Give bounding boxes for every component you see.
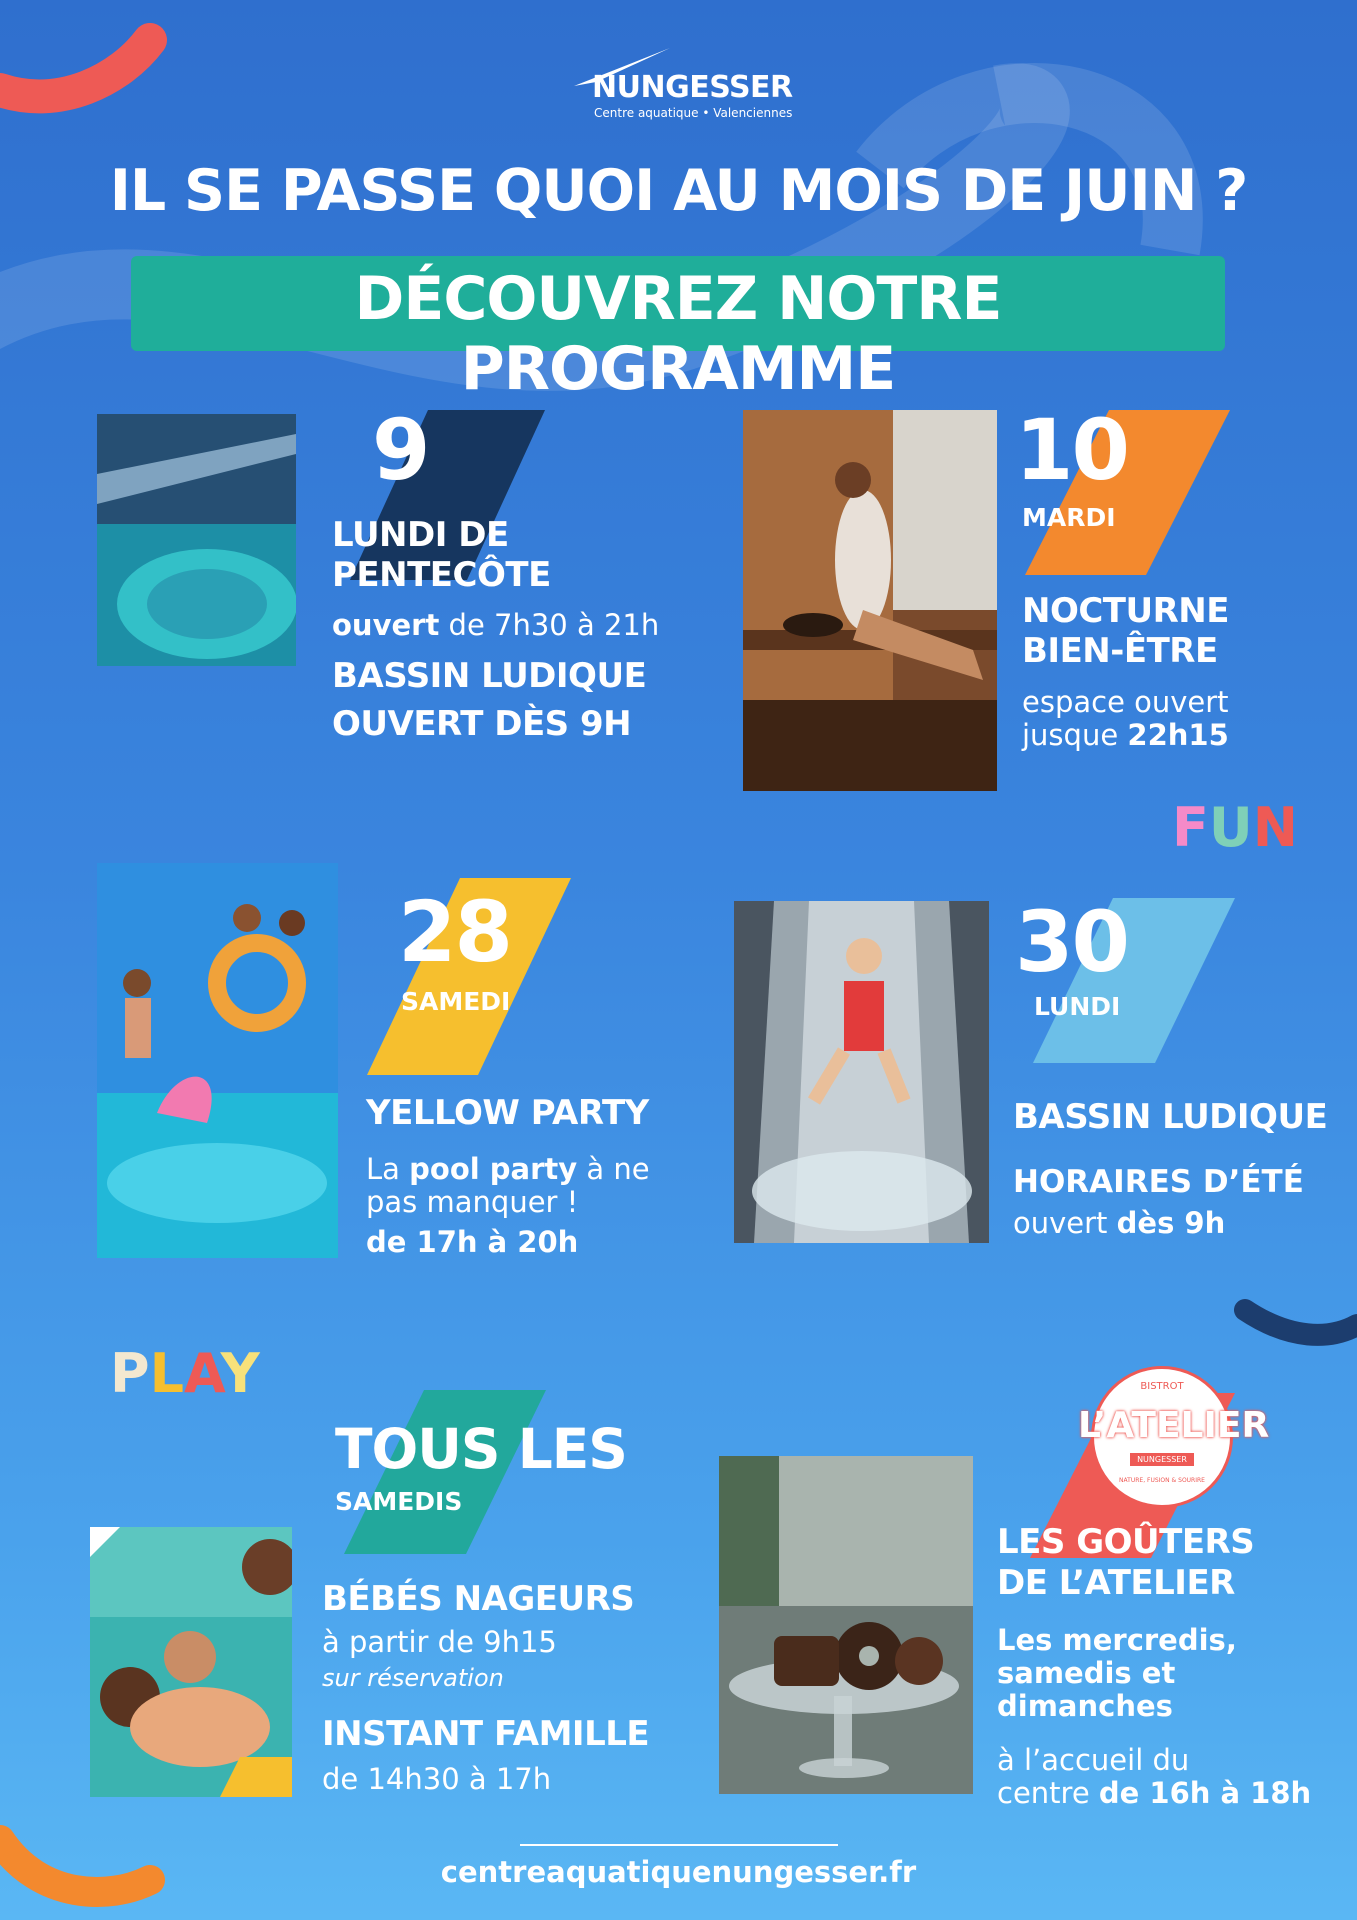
- event-30-open-bold: dès 9h: [1116, 1206, 1226, 1240]
- event-10-weekday: MARDI: [1022, 503, 1116, 532]
- event-28-desc-1: [366, 1152, 650, 1187]
- atelier-days-2: samedis et: [997, 1656, 1176, 1690]
- event-30-day-number: 30: [1015, 893, 1128, 991]
- atelier-days-3: dimanches: [997, 1689, 1173, 1723]
- event-30-open: [1013, 1206, 1225, 1241]
- event-9-hours-bold: ouvert: [332, 608, 440, 642]
- atelier-where-2-prefix: centre: [997, 1776, 1099, 1810]
- event-28-day-number: 28: [398, 883, 511, 981]
- saturdays-item-1-title: BÉBÉS NAGEURS: [322, 1579, 635, 1619]
- photo-sauna: [743, 410, 997, 791]
- saturdays-item-2-title: INSTANT FAMILLE: [322, 1714, 650, 1754]
- atelier-logo-badge: NUNGESSER: [1130, 1453, 1194, 1466]
- event-10-desc-2: [1022, 718, 1229, 753]
- fun-letter-f: F: [1172, 796, 1209, 859]
- event-9-title-1: LUNDI DE: [332, 515, 509, 555]
- event-10-desc-1: espace ouvert: [1022, 685, 1229, 719]
- footer-website-link[interactable]: centreaquatiquenungesser.fr: [440, 1855, 917, 1889]
- photo-donuts: [719, 1456, 973, 1794]
- photo-family-swim: [90, 1527, 292, 1797]
- event-10-desc-2-prefix: jusque: [1022, 718, 1128, 752]
- atelier-title-2: DE L’ATELIER: [997, 1563, 1235, 1603]
- event-9-sub-1: BASSIN LUDIQUE: [332, 656, 647, 696]
- saturdays-item-2-time: de 14h30 à 17h: [322, 1762, 552, 1796]
- photo-indoor-pool: [97, 414, 296, 666]
- program-banner-text: DÉCOUVREZ NOTRE PROGRAMME: [354, 264, 1002, 404]
- event-28-weekday: SAMEDI: [401, 987, 511, 1016]
- event-30-title: BASSIN LUDIQUE: [1013, 1097, 1328, 1137]
- atelier-where-2: [997, 1776, 1311, 1811]
- event-30-sub: HORAIRES D’ÉTÉ: [1013, 1164, 1304, 1200]
- saturdays-item-1-note: sur réservation: [322, 1664, 504, 1692]
- event-10-title-1: NOCTURNE: [1022, 591, 1229, 631]
- brand-subtitle: Centre aquatique • Valenciennes: [594, 106, 793, 120]
- atelier-where-2-bold: de 16h à 18h: [1098, 1776, 1312, 1810]
- saturdays-title: TOUS LES: [335, 1417, 627, 1481]
- event-28-desc-bold: pool party: [409, 1152, 578, 1186]
- event-10-day-number: 10: [1015, 401, 1128, 499]
- event-9-hours: [332, 608, 659, 643]
- atelier-logo-bottom: NATURE, FUSION & SOURIRE: [1119, 1477, 1205, 1484]
- play-letter-l: L: [149, 1342, 184, 1405]
- brand-name: NUNGESSER: [592, 70, 793, 105]
- event-28-desc-2: pas manquer !: [366, 1185, 579, 1219]
- saturdays-weekday: SAMEDIS: [335, 1487, 463, 1516]
- event-9-sub-2: OUVERT DÈS 9H: [332, 704, 632, 744]
- play-letter-a: A: [184, 1342, 221, 1405]
- saturdays-item-1-time: à partir de 9h15: [322, 1625, 557, 1659]
- play-doodle: [110, 1342, 260, 1405]
- event-28-desc-suffix: à ne: [577, 1152, 650, 1186]
- atelier-days-1: Les mercredis,: [997, 1623, 1237, 1657]
- atelier-logo-top: BISTROT: [1140, 1381, 1184, 1392]
- play-letter-y: Y: [220, 1342, 260, 1405]
- brand-logo: [570, 48, 793, 128]
- fun-doodle: [1172, 796, 1298, 859]
- event-30-open-prefix: ouvert: [1013, 1206, 1117, 1240]
- photo-pool-party: [97, 863, 338, 1258]
- event-10-desc-2-bold: 22h15: [1127, 718, 1229, 752]
- atelier-logo-name: L’ATELIER: [1078, 1405, 1270, 1446]
- fun-letter-n: N: [1252, 796, 1298, 859]
- event-10-title-2: BIEN-ÊTRE: [1022, 631, 1218, 671]
- photo-water-slide: [734, 901, 989, 1243]
- page-headline: IL SE PASSE QUOI AU MOIS DE JUIN ?: [109, 158, 1248, 224]
- play-letter-p: P: [110, 1342, 150, 1405]
- event-28-title: YELLOW PARTY: [366, 1093, 649, 1133]
- event-28-desc-prefix: La: [366, 1152, 410, 1186]
- event-9-hours-rest: de 7h30 à 21h: [439, 608, 660, 642]
- atelier-title-1: LES GOÛTERS: [997, 1522, 1255, 1562]
- atelier-where-1: à l’accueil du: [997, 1743, 1190, 1777]
- event-30-weekday: LUNDI: [1034, 992, 1121, 1021]
- fun-letter-u: U: [1208, 796, 1253, 859]
- event-9-day-number: 9: [372, 401, 429, 499]
- event-28-hours: de 17h à 20h: [366, 1225, 579, 1259]
- footer-divider: [520, 1844, 838, 1846]
- event-9-title-2: PENTECÔTE: [332, 555, 551, 595]
